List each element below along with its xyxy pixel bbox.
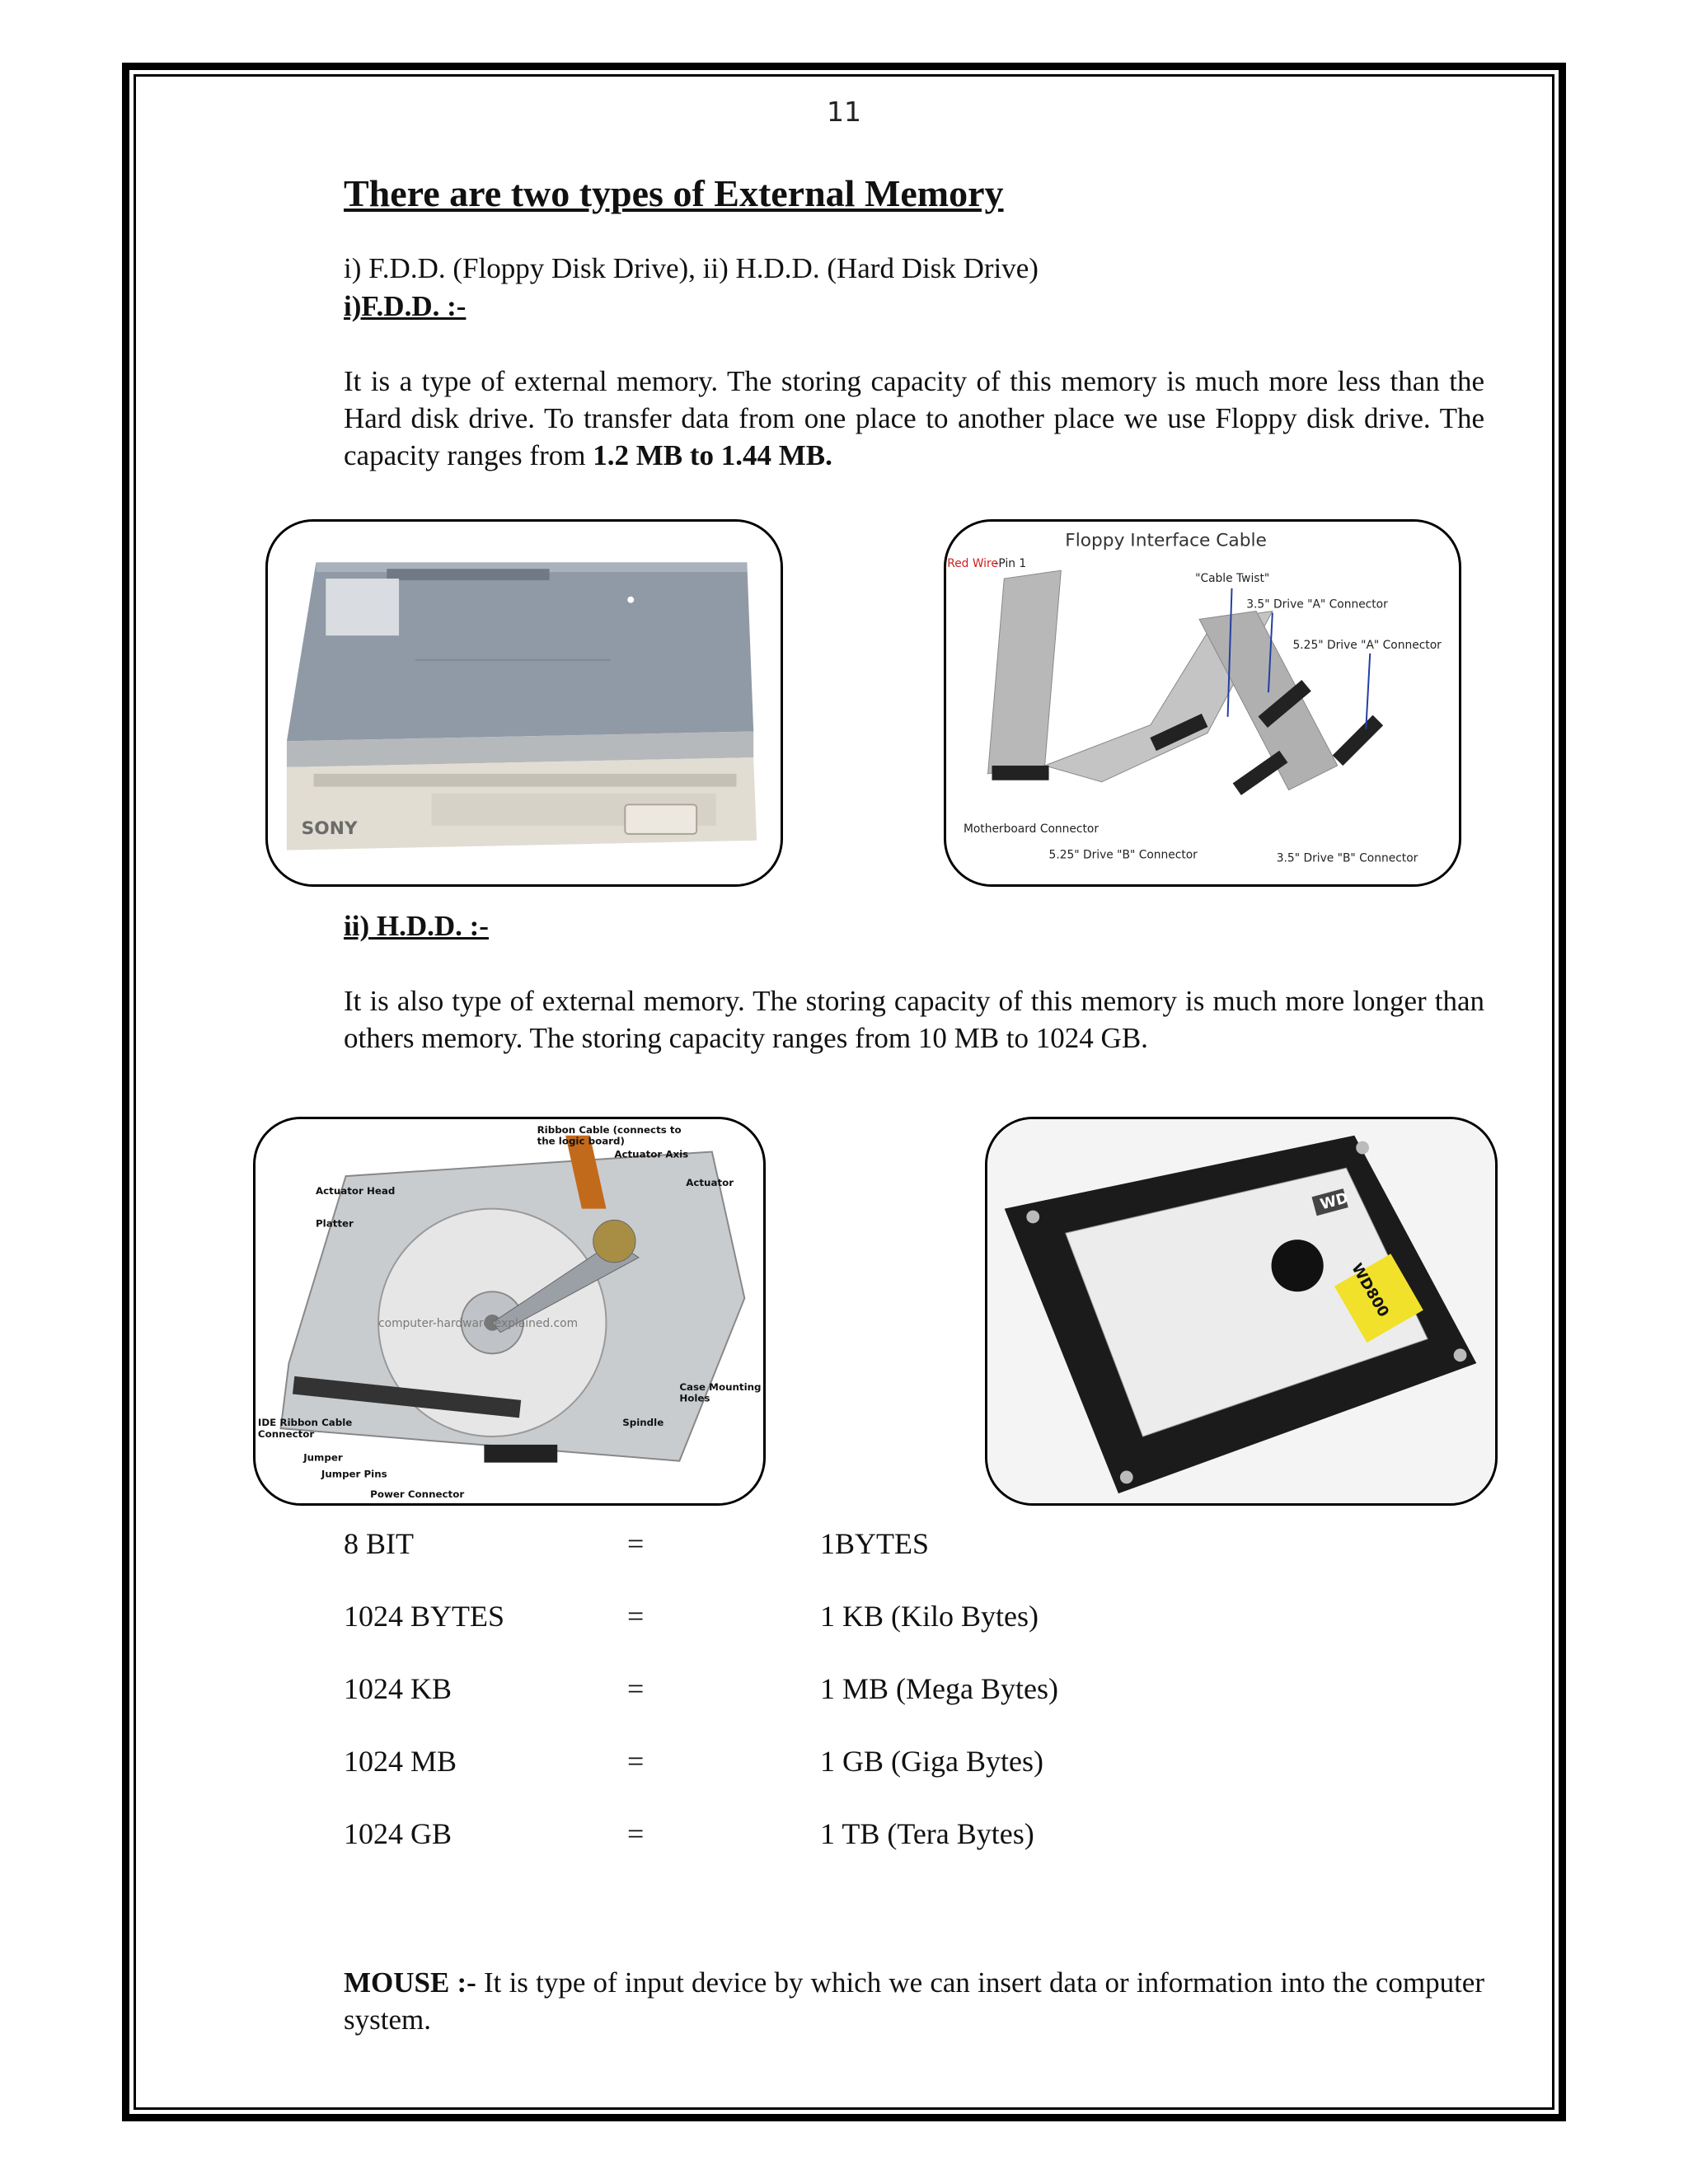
ribbon-label: Ribbon Cable (connects to (537, 1123, 682, 1136)
jumper-pins-label: Jumper Pins (321, 1468, 387, 1480)
unit-left: 8 BIT (344, 1527, 414, 1560)
unit-right: 1 KB (Kilo Bytes) (820, 1600, 1039, 1633)
fdd-text: It is a type of external memory. The storing capacity of this memory is much more less than the Hard disk drive. To transfer data from one place to another place we use Floppy disk drive. The capacity ranges from (344, 365, 1484, 471)
page-heading: There are two types of External Memory (344, 172, 1004, 214)
a35-label: 3.5" Drive "A" Connector (1246, 598, 1388, 612)
ide-label-2: Connector (257, 1428, 315, 1441)
case-mounting-label: Case Mounting (679, 1380, 762, 1393)
unit-equals: = (627, 1600, 645, 1633)
floppy-cable-diagram (944, 519, 1461, 887)
b35-label: 3.5" Drive "B" Connector (1276, 851, 1418, 865)
pin1-label: -Pin 1 (994, 557, 1027, 571)
unit-left: 1024 MB (344, 1745, 457, 1778)
platter-label: Platter (316, 1217, 354, 1230)
actuator-head-label: Actuator Head (316, 1184, 396, 1197)
unit-right: 1 MB (Mega Bytes) (820, 1672, 1058, 1705)
hdd-photo-illustration (987, 1119, 1495, 1503)
hdd-internal-diagram (253, 1117, 766, 1506)
unit-equals: = (627, 1817, 645, 1850)
motherboard-connector (992, 766, 1048, 780)
floppy-cable-illustration (946, 522, 1459, 884)
memory-types-line: i) F.D.D. (Floppy Disk Drive), ii) H.D.D. (Hard Disk Drive) (344, 252, 1039, 284)
floppy-drive-illustration (268, 522, 781, 884)
power-connector (484, 1445, 557, 1463)
unit-right: 1BYTES (820, 1527, 930, 1560)
fdd-capacity: 1.2 MB to 1.44 MB. (593, 439, 832, 471)
unit-equals: = (627, 1672, 645, 1705)
eject-button (625, 804, 696, 834)
mouse-label: MOUSE :- (344, 1966, 476, 1999)
hdd-paragraph: It is also type of external memory. The storing capacity of this memory is much more longer than others memory. The storing capacity ranges from 10 MB to 1024 GB. (344, 985, 1484, 1054)
wd-model: WD800 (1348, 1260, 1392, 1320)
unit-left: 1024 GB (344, 1817, 452, 1850)
motherboard-label: Motherboard Connector (963, 822, 1100, 836)
fdd-subheading: i)F.D.D. :- (344, 290, 467, 322)
mouse-text: It is type of input device by which we can insert data or information into the computer system. (344, 1966, 1484, 2036)
page-number: 11 (827, 96, 861, 128)
hdd-photo (985, 1117, 1498, 1506)
jumper-label: Jumper (303, 1451, 343, 1464)
mouse-paragraph (344, 1964, 1484, 2038)
b525-label: 5.25" Drive "B" Connector (1048, 848, 1198, 862)
watermark: computer-hardware-explained.com (378, 1316, 579, 1330)
spindle-label: Spindle (622, 1417, 664, 1429)
actuator-axis-label: Actuator Axis (614, 1148, 689, 1160)
a525-label: 5.25" Drive "A" Connector (1292, 638, 1442, 652)
power-connector-label: Power Connector (370, 1488, 465, 1501)
red-wire-label: Red Wire (947, 557, 998, 571)
unit-right: 1 TB (Tera Bytes) (820, 1817, 1034, 1850)
floppy-drive-image (265, 519, 783, 887)
cable-title: Floppy Interface Cable (1065, 530, 1267, 551)
unit-left: 1024 KB (344, 1672, 452, 1705)
hdd-internal-illustration (256, 1119, 763, 1503)
fdd-paragraph (344, 363, 1484, 474)
hdd-subheading: ii) H.D.D. :- (344, 910, 489, 942)
unit-equals: = (627, 1745, 645, 1778)
sony-logo: SONY (301, 818, 358, 839)
unit-equals: = (627, 1527, 645, 1560)
holes-label: Holes (679, 1392, 710, 1404)
ribbon-label-2: the logic board) (537, 1135, 625, 1147)
actuator-label: Actuator (686, 1176, 734, 1188)
cable-twist-label: "Cable Twist" (1195, 572, 1270, 586)
unit-left: 1024 BYTES (344, 1600, 505, 1633)
unit-right: 1 GB (Giga Bytes) (820, 1745, 1043, 1778)
wd-logo: WD (1318, 1190, 1351, 1214)
ide-label: IDE Ribbon Cable (257, 1417, 353, 1429)
